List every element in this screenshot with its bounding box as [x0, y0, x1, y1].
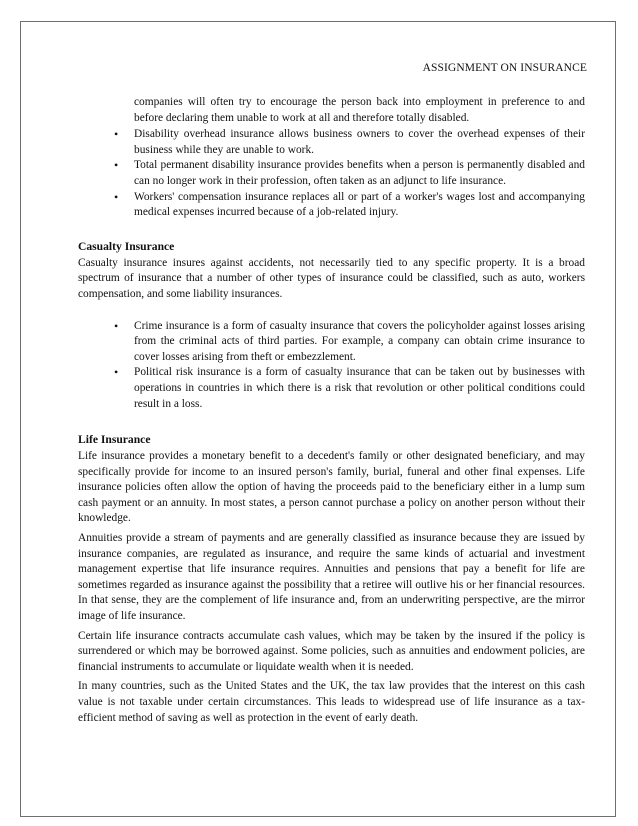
list-item: • Political risk insurance is a form of casualty insurance that can be taken out by businesses with operations in countries in which there is a risk that revolution or other political conditions could result in a loss. — [78, 365, 585, 412]
life-paragraph-4: In many countries, such as the United States and the UK, the tax law provides that the interest on this cash value is not taxable under certain circumstances. This leads to widespread use of life insurance as a tax-efficient method of saving as well as protection in the event of early death. — [78, 680, 585, 724]
document-page — [20, 21, 616, 817]
life-paragraph-1: Life insurance provides a monetary benefit to a decedent's family or other designated beneficiary, and may specifically provide for income to an insured person's family, burial, funeral and other final expenses. Life insurance policies often allow the option of having the proceeds paid to the beneficiary either in a lump sum cash payment or an annuity. In most states, a person cannot purchase a policy on another person without their knowledge. — [78, 450, 585, 525]
casualty-paragraph: Casualty insurance insures against accidents, not necessarily tied to any specific property. It is a broad spectrum of insurance that a number of other types of insurance could be classified, such as auto, workers compensation, and some liability insurances. — [78, 256, 585, 300]
life-paragraph-2: Annuities provide a stream of payments and are generally classified as insurance because they are issued by insurance companies, are regulated as insurance, and require the same kinds of actuarial and investment management expertise that life insurance requires. Annuities and pensions that pay a benefit for life are sometimes regarded as insurance against the possibility that a retiree will outlive his or her financial resources. In that sense, they are the complement of life insurance and, from an underwriting perspective, are the mirror image of life insurance. — [78, 532, 585, 623]
casualty-list — [78, 319, 585, 413]
list-item: • Crime insurance is a form of casualty insurance that covers the policyholder against losses arising from the criminal acts of third parties. For example, a company can obtain crime insurance to cover losses arising from theft or embezzlement. — [78, 319, 585, 366]
casualty-heading: Casualty Insurance — [78, 239, 175, 253]
list-item: • Total permanent disability insurance provides benefits when a person is permanently disabled and can no longer work in their profession, often taken as an adjunct to life insurance. — [78, 158, 585, 189]
continuation-paragraph: companies will often try to encourage the person back into employment in preference to and before declaring them unable to work at all and therefore totally disabled. — [134, 96, 585, 124]
page-header: ASSIGNMENT ON INSURANCE — [422, 62, 587, 74]
insurance-types-list — [78, 127, 585, 221]
list-item: • Workers' compensation insurance replaces all or part of a worker's wages lost and accompanying medical expenses incurred because of a job-related injury. — [78, 190, 585, 221]
document-body — [78, 95, 585, 734]
life-heading: Life Insurance — [78, 433, 151, 447]
list-item: • Disability overhead insurance allows business owners to cover the overhead expenses of their business while they are unable to work. — [78, 127, 585, 158]
life-paragraph-3: Certain life insurance contracts accumulate cash values, which may be taken by the insured if the policy is surrendered or which may be borrowed against. Some policies, such as annuities and endowment policies, are financial instruments to accumulate or liquidate wealth when it is needed. — [78, 629, 585, 673]
